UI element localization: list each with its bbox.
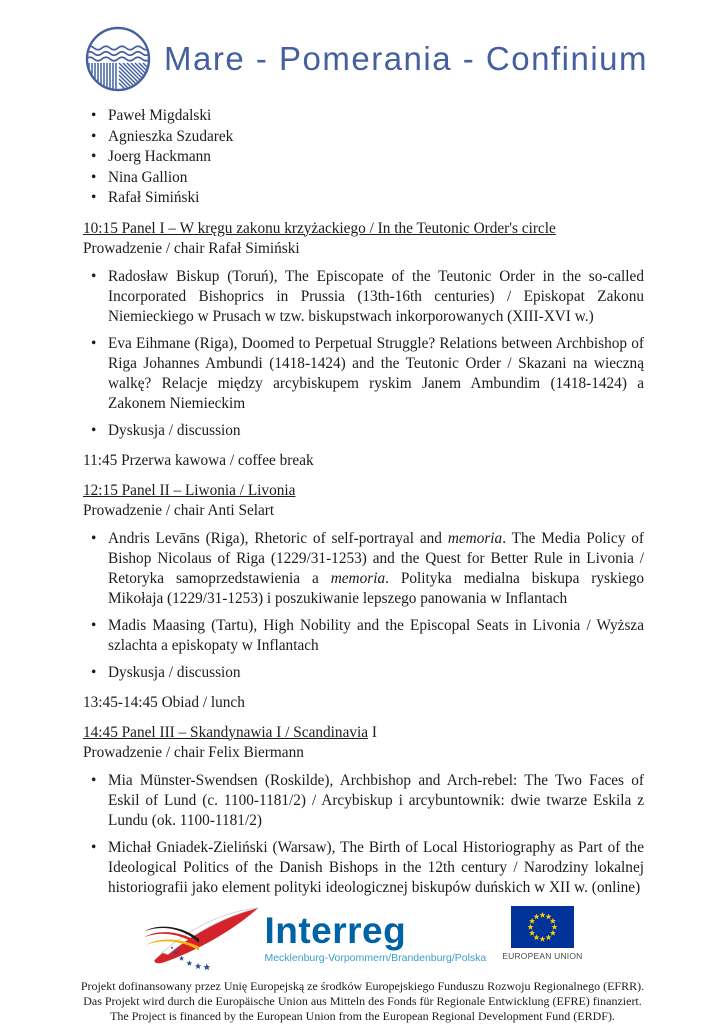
panel-2-heading: 12:15 Panel II – Liwonia / Livonia — [83, 481, 296, 499]
coffee-break-line: 11:45 Przerwa kawowa / coffee break — [83, 451, 314, 469]
panel-1-heading: 10:15 Panel I – W kręgu zakonu krzyżackiego / In the Teutonic Order's circle — [83, 219, 556, 237]
talk-item: • Mia Münster-Swendsen (Roskilde), Archbishop and Arch-rebel: The Two Faces of Eskil of Lund (c. 1100-1181/2) / Arcybiskup i arcybuntownik: dwie twarze Eskila z Lundu (ok. 1100-1181/2) — [83, 771, 644, 831]
talk-item: • Michał Gniadek-Zieliński (Warsaw), The Birth of Local Historiography as Part of the Ideological Politics of the Danish Bishops in the 12th century / Narodziny lokalnej historiografii jako element polityki ideologicznej biskupów duńskich w XII w. (online) — [83, 838, 644, 898]
talk-text-italic: memoria — [330, 569, 386, 587]
funding-line-pl: Projekt dofinansowany przez Unię Europejską ze środków Europejskiego Funduszu Rozwoju Regionalnego (EFRR). — [80, 978, 645, 993]
talk-item: • Eva Eihmane (Riga), Doomed to Perpetual Struggle? Relations between Archbishop of Riga Johannes Ambundi (1418-1424) and the Teutonic Order / Skazani na wieczną walkę? Relacje między arcybiskupem ryskim Janem Ambundim (1418-1424) a Zakonem Niemieckim — [83, 334, 644, 414]
panel-2-talks — [83, 529, 644, 683]
talk-text: Andris Levāns (Riga), Rhetoric of self-portrayal and — [108, 529, 448, 547]
panel-2-section — [83, 481, 644, 683]
brand-title: Mare - Pomerania - Confinium — [164, 40, 648, 77]
panel-1-chair: Prowadzenie / chair Rafał Simiński — [83, 239, 300, 257]
interreg-wordmark: Interreg — [264, 909, 407, 951]
committee-list — [83, 106, 644, 209]
panel-1-section — [83, 219, 644, 441]
mare-pomerania-confinium-logo-icon — [85, 26, 151, 92]
panel-2-chair: Prowadzenie / chair Anti Selart — [83, 501, 275, 519]
list-item — [83, 168, 644, 189]
list-item — [83, 147, 644, 168]
talk-text: . Polityka medialna biskupa ryskiego Mikołaja (1229/31-1253) i poszukiwanie lepszego panowania w Inflantach — [108, 569, 644, 607]
attendee-name: Paweł Migdalski — [108, 107, 212, 124]
interreg-logo — [142, 904, 486, 972]
lunch-line: 13:45-14:45 Obiad / lunch — [83, 693, 245, 711]
list-item — [83, 188, 644, 209]
list-item — [83, 106, 644, 127]
eu-label: EUROPEAN UNION — [502, 950, 583, 961]
talk-item: • Radosław Biskup (Toruń), The Episcopate of the Teutonic Order in the so-called Incorporated Bishoprics in Prussia (13th-16th centuries) / Episkopat Zakonu Niemieckiego w Prusach w tzw. biskupstwach inkorporowanych (XIII-XVI w.) — [83, 267, 644, 327]
eu-logo — [502, 906, 582, 961]
panel-3-section — [83, 723, 644, 898]
discussion-item: • Dyskusja / discussion — [83, 663, 644, 683]
list-item — [83, 127, 644, 148]
eu-flag-icon — [511, 906, 574, 948]
funding-line-de: Das Projekt wird durch die Europäische Union aus Mitteln des Fonds für Regionale Entwicklung (EFRE) finanziert. — [83, 993, 642, 1008]
attendee-name: Agnieszka Szudarek — [108, 127, 234, 145]
panel-3-chair: Prowadzenie / chair Felix Biermann — [83, 743, 304, 761]
funding-footer — [0, 979, 725, 1024]
panel-1-talks — [83, 267, 644, 441]
talk-item — [83, 529, 644, 609]
panel-3-heading-rest: I — [368, 723, 377, 741]
attendee-name: Joerg Hackmann — [108, 148, 211, 165]
interreg-text-block — [264, 909, 487, 964]
talk-text: . The Media Policy of Bishop Nicolaus of Riga (1229/31-1253) and the Quest for Better Rule in Livonia / Retoryka samoprzedstawienia a — [108, 529, 644, 587]
panel-3-talks — [83, 771, 644, 898]
discussion-item: • Dyskusja / discussion — [83, 421, 644, 441]
attendee-name: Nina Gallion — [108, 168, 188, 186]
interreg-swoosh-icon — [142, 904, 260, 972]
brand-header — [0, 0, 725, 92]
attendee-name: Rafał Simiński — [108, 189, 200, 206]
funding-line-en: The Project is financed by the European Union from the European Regional Development Fund (ERDF). — [110, 1008, 615, 1023]
panel-3-heading — [83, 723, 644, 743]
interreg-subtitle: Mecklenburg-Vorpommern/Brandenburg/Polska — [264, 951, 487, 964]
partner-logos — [0, 904, 725, 972]
talk-text-italic: memoria — [447, 529, 503, 547]
talk-item: • Madis Maasing (Tartu), High Nobility and the Episcopal Seats in Livonia / Wyższa szlachta a episkopaty w Inflantach — [83, 616, 644, 656]
program-content — [83, 106, 644, 898]
panel-3-heading-underlined: 14:45 Panel III – Skandynawia I / Scandinavia — [83, 723, 369, 741]
